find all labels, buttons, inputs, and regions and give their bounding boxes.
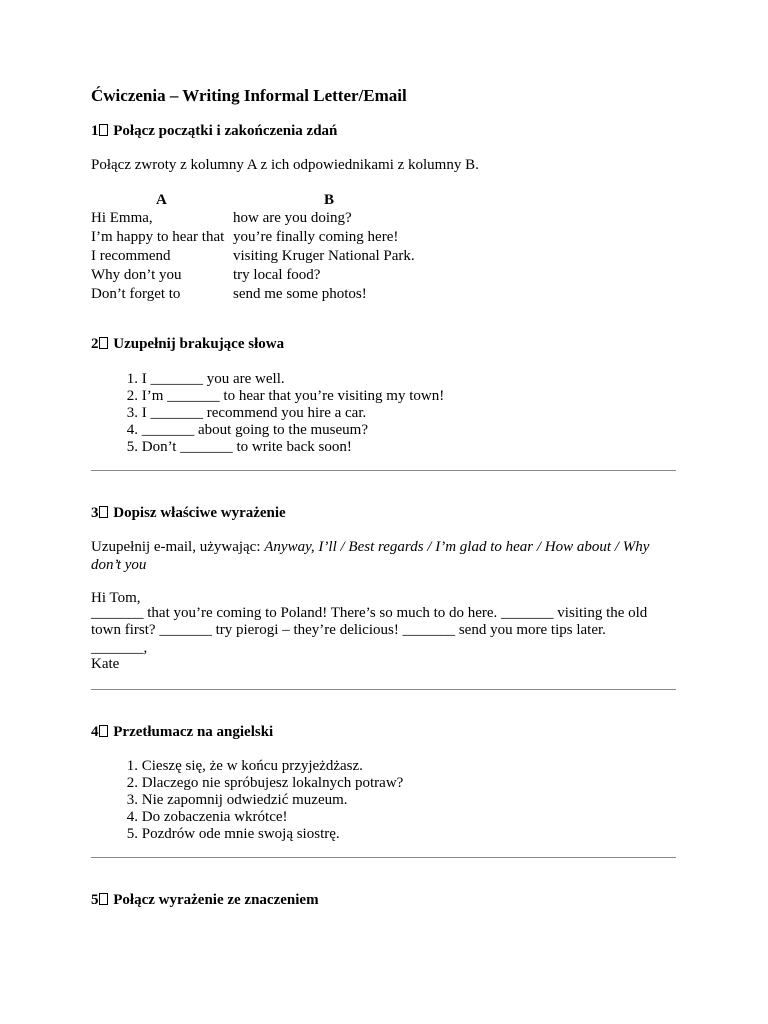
email-greeting: Hi Tom, — [91, 590, 141, 606]
list-item-text: I’m _______ to hear that you’re visiting my town! — [141, 388, 445, 404]
list-item — [91, 757, 403, 774]
missing-glyph-icon — [99, 124, 108, 136]
list-item-text: _______ about going to the museum? — [141, 422, 368, 438]
section-3-heading — [91, 504, 286, 522]
missing-glyph-icon — [99, 893, 108, 905]
list-item — [91, 404, 444, 421]
column-a-cell: Don’t forget to — [91, 286, 181, 302]
column-b-cell: send me some photos! — [233, 286, 367, 302]
list-item — [91, 370, 444, 387]
divider — [91, 470, 676, 471]
column-a-cell: Why don’t you — [91, 267, 182, 283]
matching-row — [91, 266, 415, 285]
section-2-heading — [91, 335, 284, 353]
section-3-title: Dopisz właściwe wyrażenie — [113, 505, 286, 521]
list-item-text: I _______ you are well. — [141, 371, 285, 387]
list-item — [91, 421, 444, 438]
list-item — [91, 774, 403, 791]
list-item-number: 4. — [126, 809, 138, 825]
list-item-text: Dlaczego nie spróbujesz lokalnych potraw? — [141, 775, 404, 791]
list-item-number: 3. — [126, 405, 138, 421]
column-b-cell: visiting Kruger National Park. — [233, 248, 415, 264]
column-b-header: B — [324, 192, 335, 208]
instruction-terms: Anyway, I’ll / Best regards / I’m glad to hear / How about / Why don’t you — [91, 539, 650, 573]
column-a-cell: Hi Emma, — [91, 210, 153, 226]
list-item-text: Pozdrów ode mnie swoją siostrę. — [141, 826, 340, 842]
matching-table — [91, 209, 415, 304]
missing-glyph-icon — [99, 506, 108, 518]
section-4-number: 4 — [91, 724, 99, 740]
email-closing: _______, — [91, 640, 148, 656]
fill-in-list — [91, 370, 444, 455]
column-a-cell: I’m happy to hear that — [91, 229, 225, 245]
list-item-number: 1. — [126, 371, 138, 387]
email-signature: Kate — [91, 656, 120, 672]
section-1-instruction: Połącz zwroty z kolumny A z ich odpowiednikami z kolumny B. — [91, 157, 479, 173]
list-item-text: Nie zapomnij odwiedzić muzeum. — [141, 792, 348, 808]
list-item — [91, 387, 444, 404]
column-b-cell: try local food? — [233, 267, 321, 283]
section-1-title: Połącz początki i zakończenia zdań — [113, 123, 338, 139]
list-item-number: 5. — [126, 439, 138, 455]
missing-glyph-icon — [99, 337, 108, 349]
divider — [91, 857, 676, 858]
list-item-text: I _______ recommend you hire a car. — [141, 405, 367, 421]
divider — [91, 689, 676, 690]
column-a-header: A — [156, 192, 167, 208]
section-1-heading — [91, 122, 337, 140]
list-item — [91, 825, 403, 842]
column-b-cell: how are you doing? — [233, 210, 352, 226]
instruction-lead: Uzupełnij e-mail, używając: — [91, 539, 265, 555]
list-item-text: Cieszę się, że w końcu przyjeżdżasz. — [141, 758, 363, 774]
page-title: Ćwiczenia – Writing Informal Letter/Email — [91, 86, 407, 105]
section-2-title: Uzupełnij brakujące słowa — [113, 336, 285, 352]
section-2-number: 2 — [91, 336, 99, 352]
email-body: _______ that you’re coming to Poland! There’s so much to do here. _______ visiting the old town first? _______ try pierogi – they’re delicious! _______ send you more tips later. — [91, 605, 648, 638]
section-3-number: 3 — [91, 505, 99, 521]
list-item — [91, 438, 444, 455]
matching-row — [91, 209, 415, 228]
matching-row — [91, 285, 415, 304]
list-item-number: 3. — [126, 792, 138, 808]
section-5-heading — [91, 891, 319, 909]
section-1-number: 1 — [91, 123, 99, 139]
list-item-number: 2. — [126, 388, 138, 404]
section-4-title: Przetłumacz na angielski — [113, 724, 274, 740]
column-b-cell: you’re finally coming here! — [233, 229, 399, 245]
section-4-heading — [91, 723, 273, 741]
list-item-text: Don’t _______ to write back soon! — [141, 439, 352, 455]
list-item — [91, 791, 403, 808]
section-5-title: Połącz wyrażenie ze znaczeniem — [113, 892, 319, 908]
list-item — [91, 808, 403, 825]
matching-row — [91, 247, 415, 266]
missing-glyph-icon — [99, 725, 108, 737]
list-item-number: 2. — [126, 775, 138, 791]
list-item-text: Do zobaczenia wkrótce! — [141, 809, 288, 825]
list-item-number: 1. — [126, 758, 138, 774]
section-5-number: 5 — [91, 892, 99, 908]
list-item-number: 5. — [126, 826, 138, 842]
section-3-instruction — [91, 538, 681, 574]
column-a-cell: I recommend — [91, 248, 171, 264]
matching-row — [91, 228, 415, 247]
list-item-number: 4. — [126, 422, 138, 438]
translation-list — [91, 757, 403, 842]
